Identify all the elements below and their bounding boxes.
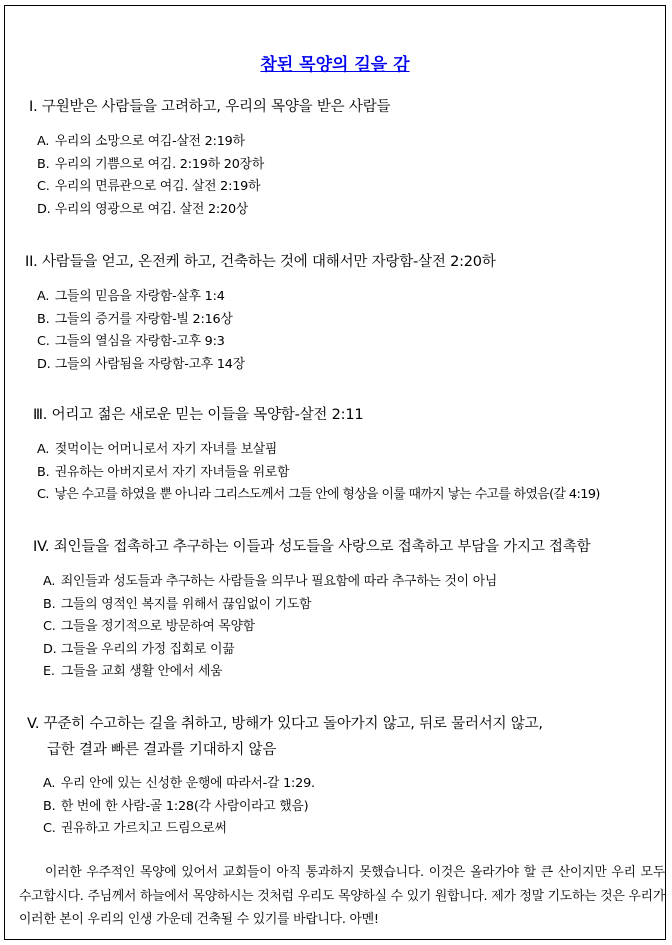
list-item: C. 그들의 열심을 자랑함-고후 9:3	[37, 334, 225, 349]
list-item: B. 그들의 증거를 자랑함-빌 2:16상	[37, 311, 233, 327]
closing-paragraph	[19, 861, 665, 932]
list-item: D. 그들의 사람됨을 자랑함-고후 14장	[37, 356, 245, 372]
list-item: C. 그들을 정기적으로 방문하여 목양함	[43, 619, 255, 634]
list-item: C. 권유하고 가르치고 드림으로써	[43, 821, 227, 836]
section-2	[5, 251, 665, 376]
list-item: D. 그들을 우리의 가정 집회로 이끎	[43, 641, 235, 657]
section-3	[5, 404, 665, 507]
section-1	[5, 96, 665, 221]
list-item: C. 낳은 수고를 하였을 뿐 아니라 그리스도께서 그들 안에 형상을 이룰 때까지 낳는 수고를 하였음(갈 4:19)	[37, 487, 600, 502]
section-items	[5, 439, 665, 507]
list-item: A. 우리 안에 있는 신성한 운행에 따라서-갈 1:29.	[43, 776, 315, 791]
section-4	[5, 536, 665, 684]
section-items	[5, 286, 665, 376]
list-item: D. 우리의 영광으로 여김. 살전 2:20상	[37, 201, 249, 217]
section-heading: II. 사람들을 얻고, 온전케 하고, 건축하는 것에 대해서만 자랑함-살전 2:20하	[25, 254, 496, 270]
section-items	[5, 571, 665, 684]
section-heading: Ⅰ. 구원받은 사람들을 고려하고, 우리의 목양을 받은 사람들	[29, 99, 391, 115]
closing-text: 이러한 우주적인 목양에 있어서 교회들이 아직 통과하지 못했습니다. 이것은 올라가야 할 큰 산이지만 우리 모두 수고합시다. 주님께서 하늘에서 목양하시는 것처럼 우리도 목양하실 수 있기 원합니다. 제가 정말 기도하는 것은 우리가 이러한 본이 우리의 인생 가운데 건축될 수 있기를 바랍니다. 아멘!	[19, 865, 665, 927]
list-item: B. 그들의 영적인 복지를 위해서 끊임없이 기도함	[43, 596, 312, 612]
section-items	[5, 131, 665, 221]
section-heading: V. 꾸준히 수고하는 길을 취하고, 방해가 있다고 돌아가지 않고, 뒤로 물러서지 않고,	[27, 716, 543, 732]
list-item: C. 우리의 면류관으로 여김. 살전 2:19하	[37, 179, 261, 194]
section-heading-continued: 급한 결과 빠른 결과를 기대하지 않음	[47, 742, 277, 758]
list-item: A. 우리의 소망으로 여김-살전 2:19하	[37, 134, 245, 149]
list-item: A. 죄인들과 성도들과 추구하는 사람들을 의무나 필요함에 따라 추구하는 것이 아님	[43, 574, 498, 589]
list-item: E. 그들을 교회 생활 안에서 세움	[43, 664, 223, 679]
list-item: A. 그들의 믿음을 자랑함-살후 1:4	[37, 289, 225, 304]
list-item: B. 우리의 기쁨으로 여김. 2:19하 20장하	[37, 156, 264, 172]
list-item: B. 권유하는 아버지로서 자기 자녀들을 위로함	[37, 464, 290, 480]
section-items	[5, 773, 665, 841]
list-item: A. 젖먹이는 어머니로서 자기 자녀를 보살핌	[37, 442, 278, 457]
document-title: 참된 목양의 길을 감	[260, 55, 410, 75]
document-page	[4, 5, 666, 940]
section-heading: IV. 죄인들을 접촉하고 추구하는 이들과 성도들을 사랑으로 접촉하고 부담을 가지고 접촉함	[33, 539, 591, 555]
section-heading: Ⅲ. 어리고 젊은 새로운 믿는 이들을 목양함-살전 2:11	[33, 407, 364, 423]
section-5	[5, 713, 665, 841]
list-item: B. 한 번에 한 사람-골 1:28(각 사람이라고 했음)	[43, 798, 309, 814]
